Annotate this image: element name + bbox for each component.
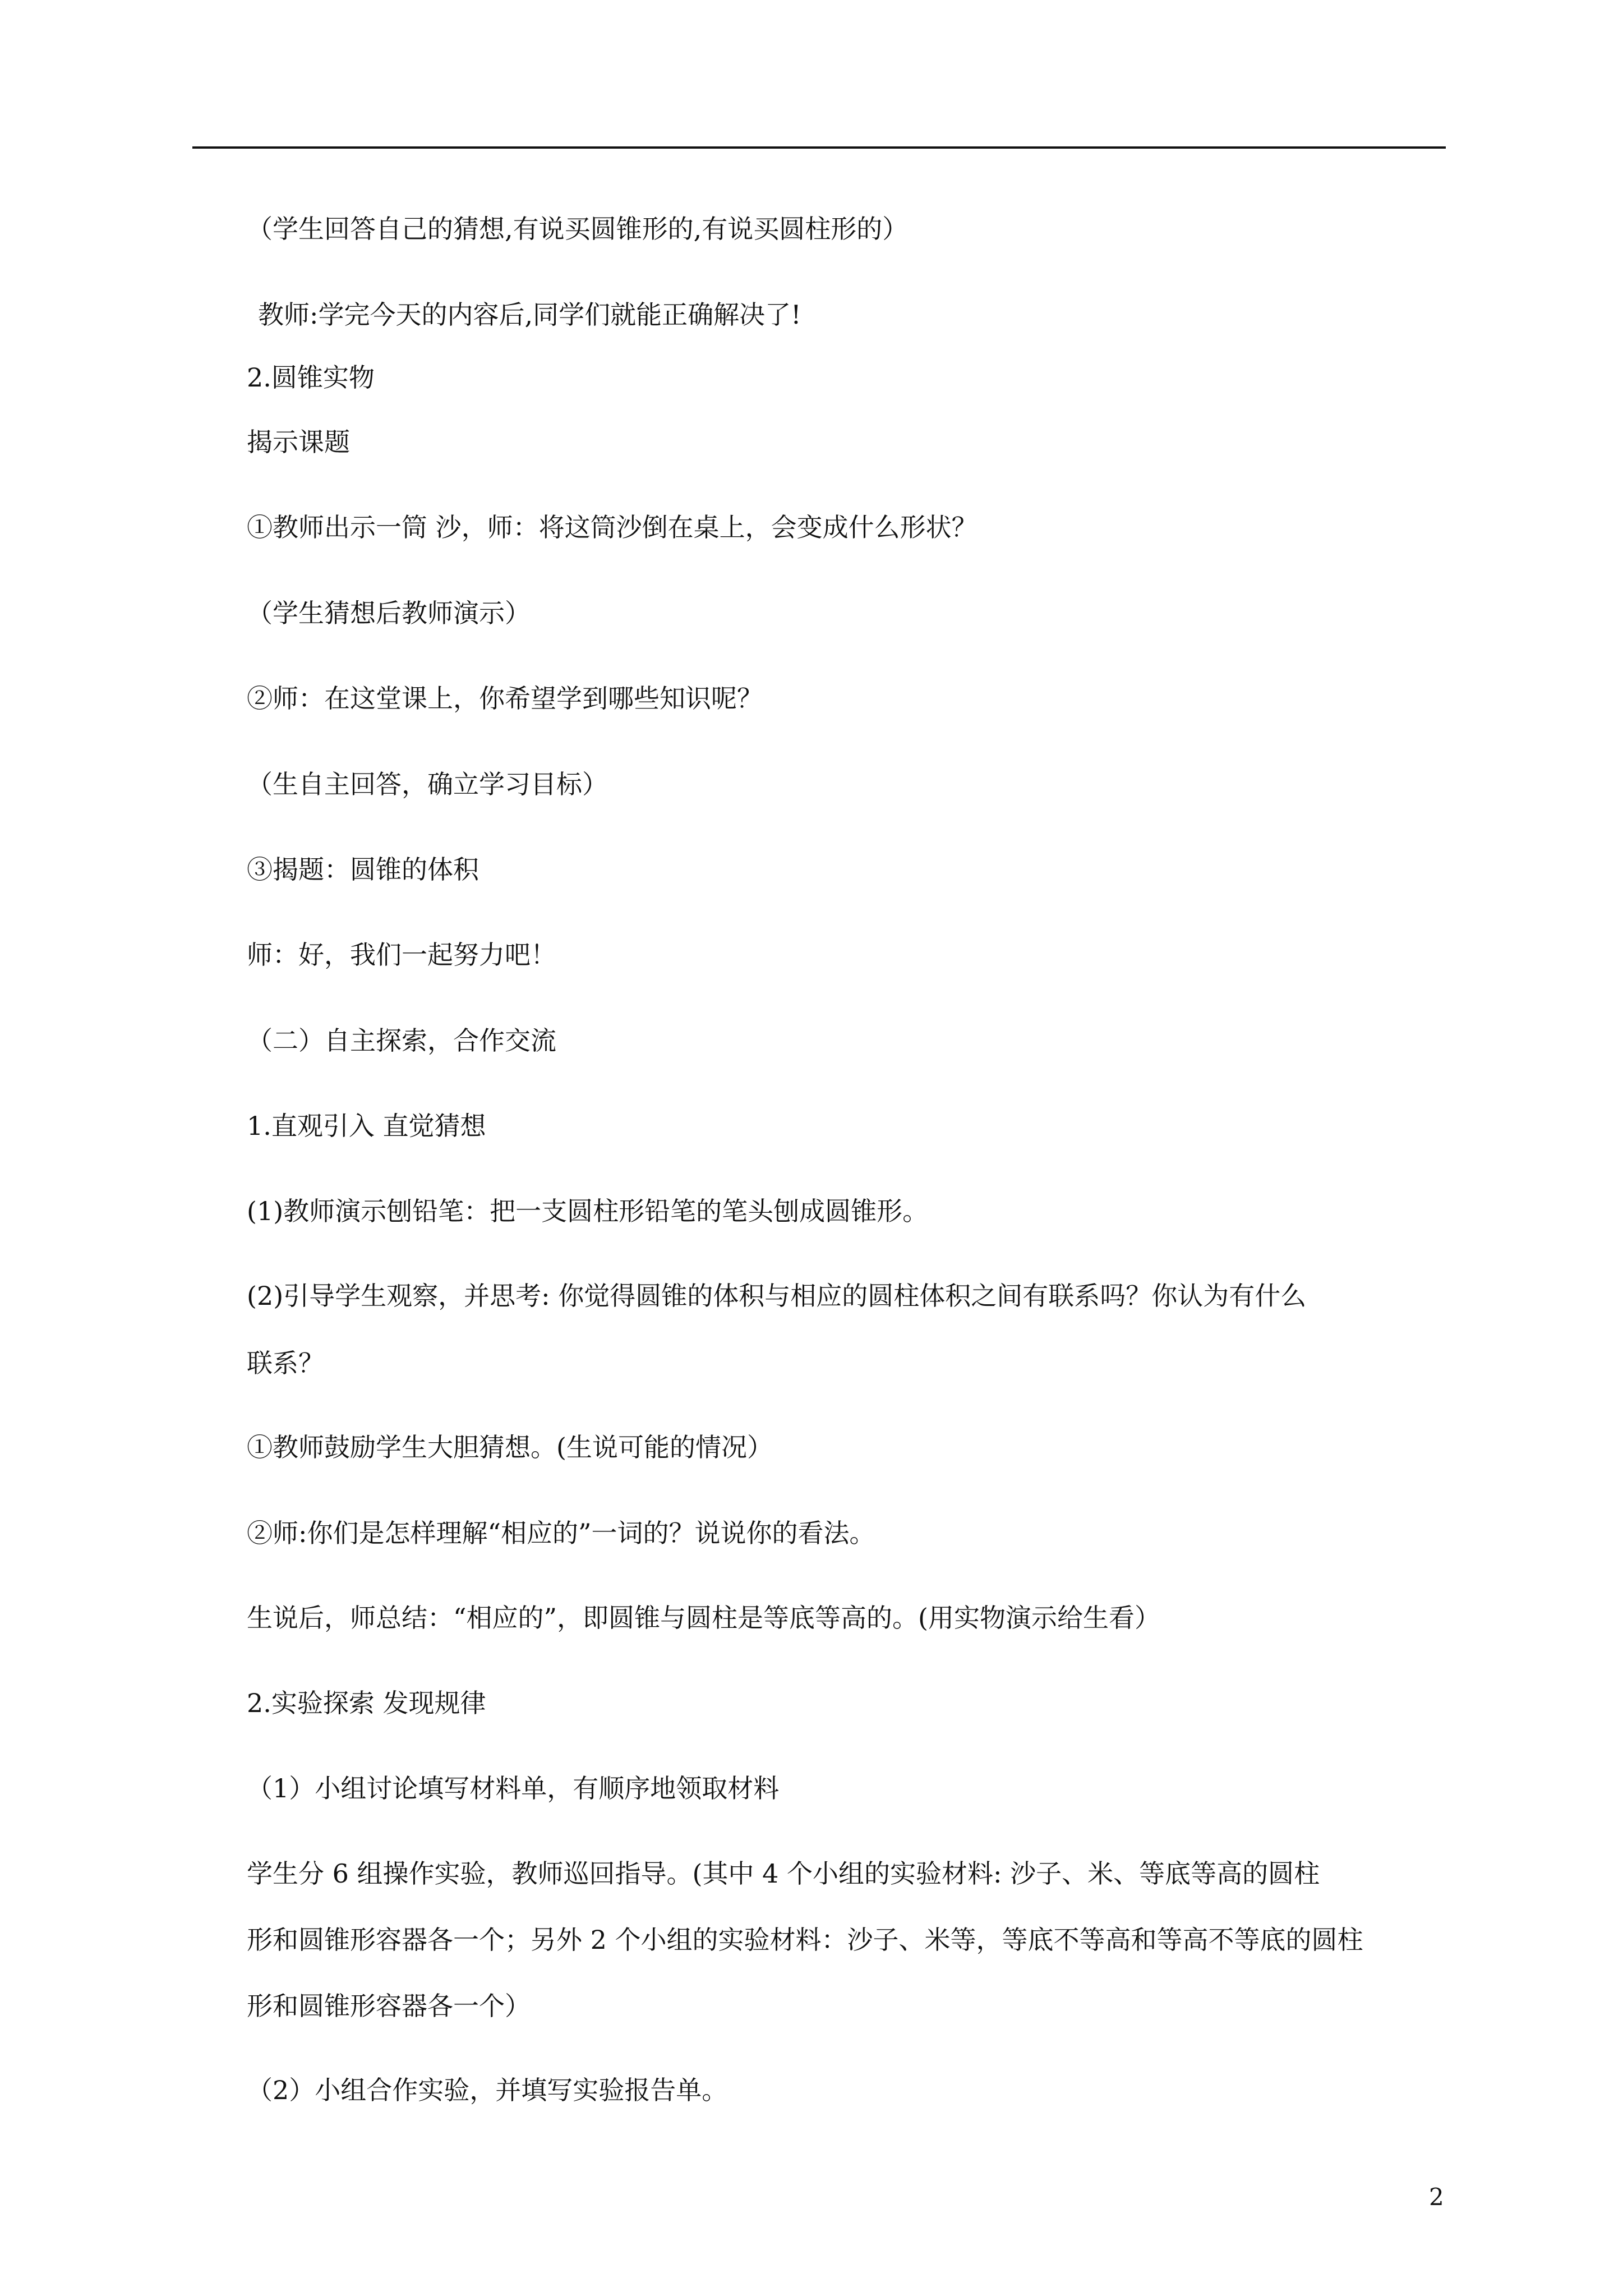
text-line: (1)教师演示刨铅笔：把一支圆柱形铅笔的笔头刨成圆锥形。: [247, 1196, 929, 1226]
text-line: ②师:你们是怎样理解“相应的”一词的？说说你的看法。: [247, 1518, 875, 1548]
section-heading: 2.实验探索 发现规律: [247, 1688, 486, 1718]
section-heading: 2.圆锥实物: [247, 362, 375, 393]
text-line: ②师：在这堂课上，你希望学到哪些知识呢？: [247, 683, 763, 714]
text-line: 揭示课题: [247, 427, 350, 457]
text-line: 学生分 6 组操作实验，教师巡回指导。(其中 4 个小组的实验材料: 沙子、米、等底等高的圆柱: [247, 1858, 1320, 1889]
text-line: ①教师出示一筒 沙，师：将这筒沙倒在桌上，会变成什么形状？: [247, 512, 978, 542]
text-line: 形和圆锥形容器各一个；另外 2 个小组的实验材料：沙子、米等，等底不等高和等高不等底的圆柱: [247, 1925, 1363, 1955]
section-heading: （二）自主探索，合作交流: [247, 1025, 556, 1056]
text-line: 形和圆锥形容器各一个）: [247, 1991, 531, 2021]
text-line: ①教师鼓励学生大胆猜想。(生说可能的情况）: [247, 1432, 773, 1462]
text-line: （生自主回答，确立学习目标）: [247, 769, 608, 799]
text-line: （1）小组讨论填写材料单，有顺序地领取材料: [247, 1773, 780, 1803]
text-line: （学生猜想后教师演示）: [247, 598, 531, 628]
text-line: 师：好，我们一起努力吧！: [247, 940, 556, 970]
page-number: 2: [1429, 2183, 1444, 2211]
text-line: （学生回答自己的猜想,有说买圆锥形的,有说买圆柱形的）: [247, 214, 909, 244]
text-line: (2)引导学生观察，并思考: 你觉得圆锥的体积与相应的圆柱体积之间有联系吗？你认为有什么: [247, 1281, 1307, 1311]
header-rule: [192, 146, 1446, 149]
text-line: （2）小组合作实验，并填写实验报告单。: [247, 2075, 728, 2105]
section-heading: 1.直观引入 直觉猜想: [247, 1111, 486, 1141]
text-line: 生说后，师总结：“相应的”，即圆锥与圆柱是等底等高的。(用实物演示给生看）: [247, 1603, 1160, 1633]
text-line: ③揭题：圆锥的体积: [247, 854, 479, 885]
text-line: 教师:学完今天的内容后,同学们就能正确解决了!: [258, 300, 801, 330]
text-line: 联系？: [247, 1348, 324, 1378]
